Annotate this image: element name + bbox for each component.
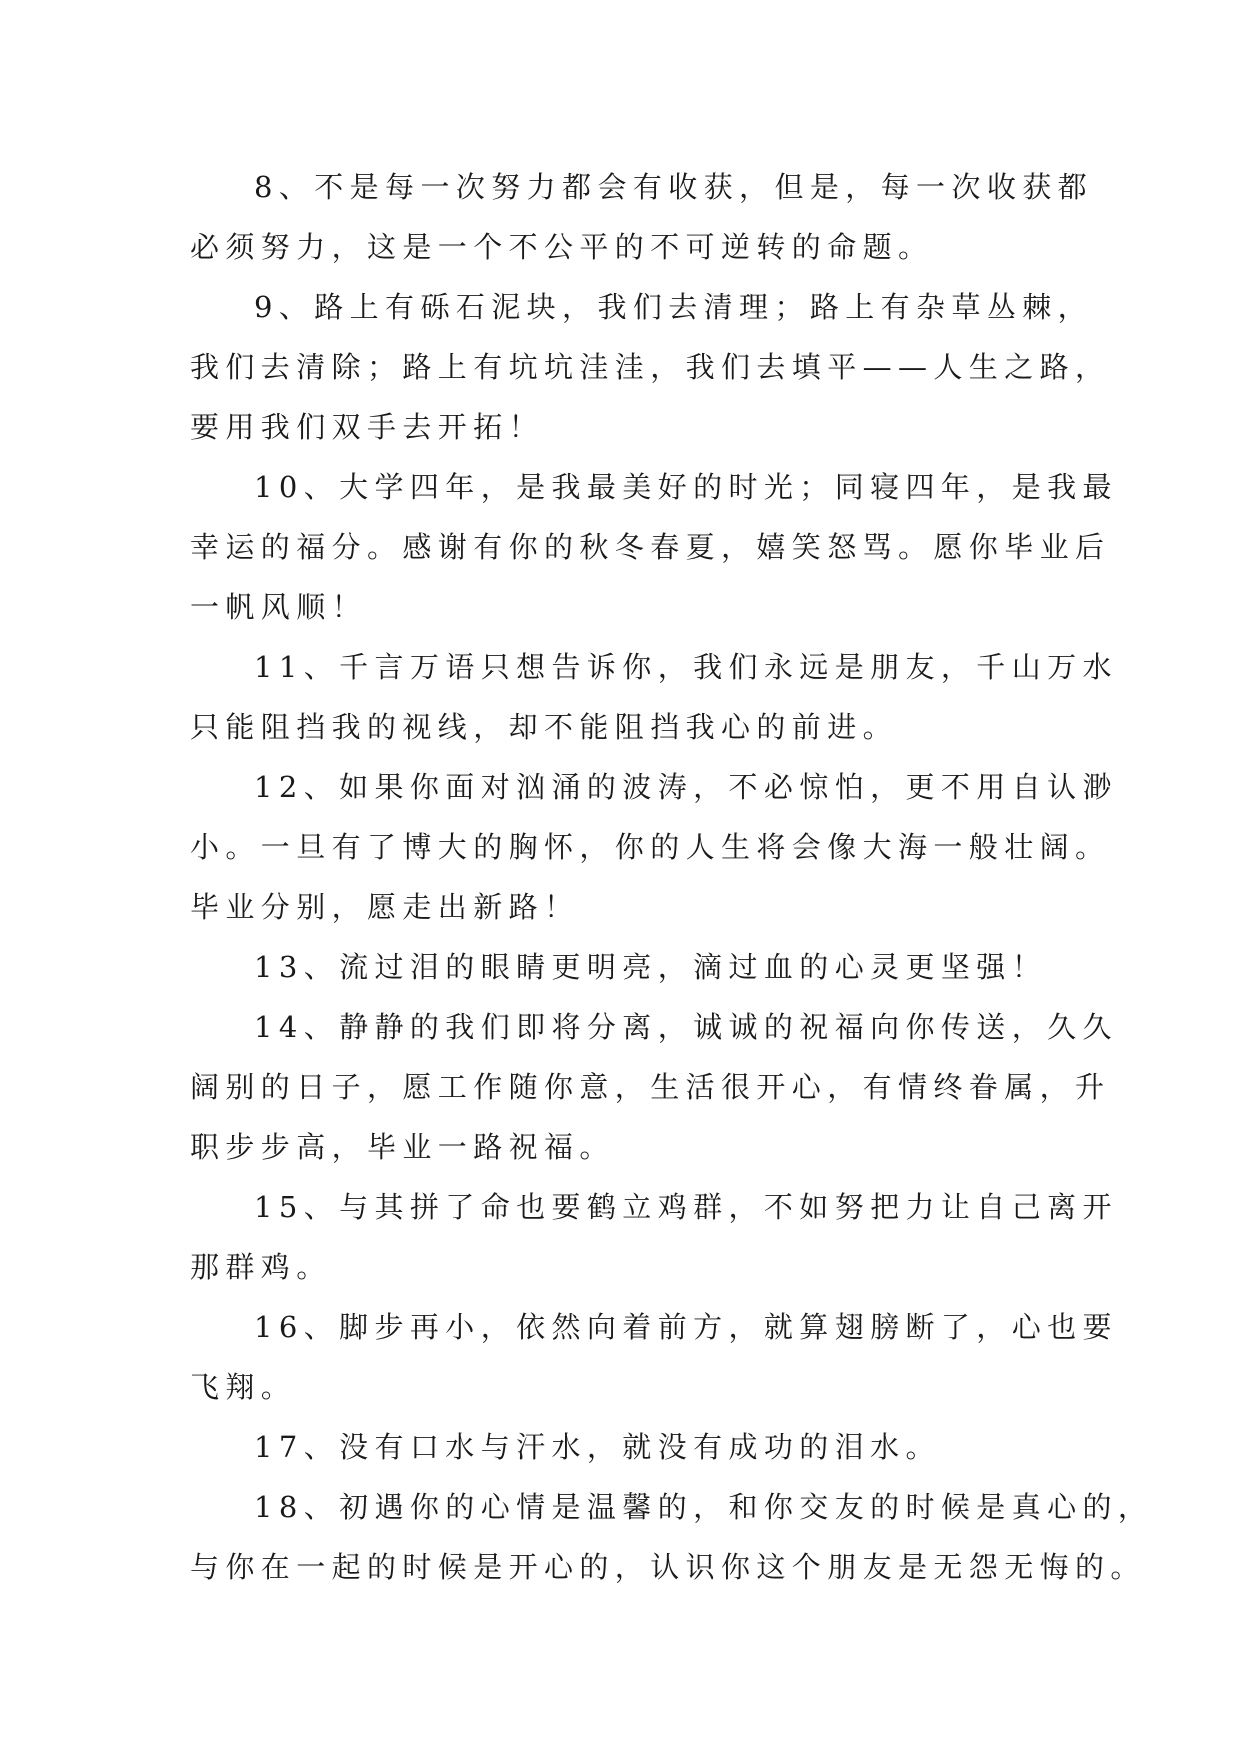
paragraph [190, 1297, 1118, 1417]
document-body [190, 157, 1154, 1597]
paragraph-line: 9、路上有砾石泥块，我们去清理；路上有杂草丛棘， [254, 290, 1094, 324]
paragraph-line: 小。一旦有了博大的胸怀，你的人生将会像大海一般壮阔。 [190, 830, 1111, 864]
paragraph [190, 937, 1050, 997]
paragraph [190, 277, 1111, 457]
paragraph-line: 毕业分别，愿走出新路！ [190, 890, 580, 924]
paragraph [190, 1417, 1050, 1477]
paragraph-line: 阔别的日子，愿工作随你意，生活很开心，有情终眷属，升 [190, 1070, 1111, 1104]
paragraph-line: 13、流过泪的眼睛更明亮，滴过血的心灵更坚强！ [254, 950, 1048, 984]
paragraph-line: 17、没有口水与汗水，就没有成功的泪水。 [254, 1430, 941, 1464]
paragraph-line: 11、千言万语只想告诉你，我们永远是朋友，千山万水 [254, 650, 1118, 684]
paragraph-line: 要用我们双手去开拓！ [190, 410, 545, 444]
paragraph [190, 757, 1118, 937]
paragraph-line: 10、大学四年，是我最美好的时光；同寝四年，是我最 [254, 470, 1118, 504]
paragraph [190, 997, 1118, 1177]
paragraph-line: 14、静静的我们即将分离，诚诚的祝福向你传送，久久 [254, 1010, 1118, 1044]
paragraph-line: 一帆风顺！ [190, 590, 368, 624]
paragraph-line: 12、如果你面对汹涌的波涛，不必惊怕，更不用自认渺 [254, 770, 1118, 804]
paragraph-line: 我们去清除；路上有坑坑洼洼，我们去填平——人生之路， [190, 350, 1111, 384]
paragraph [190, 457, 1118, 637]
paragraph [190, 637, 1118, 757]
paragraph-line: 8、不是每一次努力都会有收获，但是，每一次收获都 [254, 170, 1094, 204]
paragraph-line: 只能阻挡我的视线，却不能阻挡我心的前进。 [190, 710, 899, 744]
paragraph-line: 16、脚步再小，依然向着前方，就算翅膀断了，心也要 [254, 1310, 1118, 1344]
paragraph [190, 157, 1094, 277]
paragraph [190, 1177, 1118, 1297]
paragraph-line: 与你在一起的时候是开心的，认识你这个朋友是无怨无悔的。 [190, 1550, 1146, 1584]
paragraph-line: 15、与其拼了命也要鹤立鸡群，不如努把力让自己离开 [254, 1190, 1118, 1224]
paragraph [190, 1477, 1154, 1597]
paragraph-line: 幸运的福分。感谢有你的秋冬春夏，嬉笑怒骂。愿你毕业后 [190, 530, 1111, 564]
paragraph-line: 18、初遇你的心情是温馨的，和你交友的时候是真心的， [254, 1490, 1154, 1524]
paragraph-line: 那群鸡。 [190, 1250, 332, 1284]
paragraph-line: 职步步高，毕业一路祝福。 [190, 1130, 615, 1164]
paragraph-line: 必须努力，这是一个不公平的不可逆转的命题。 [190, 230, 934, 264]
paragraph-line: 飞翔。 [190, 1370, 297, 1404]
